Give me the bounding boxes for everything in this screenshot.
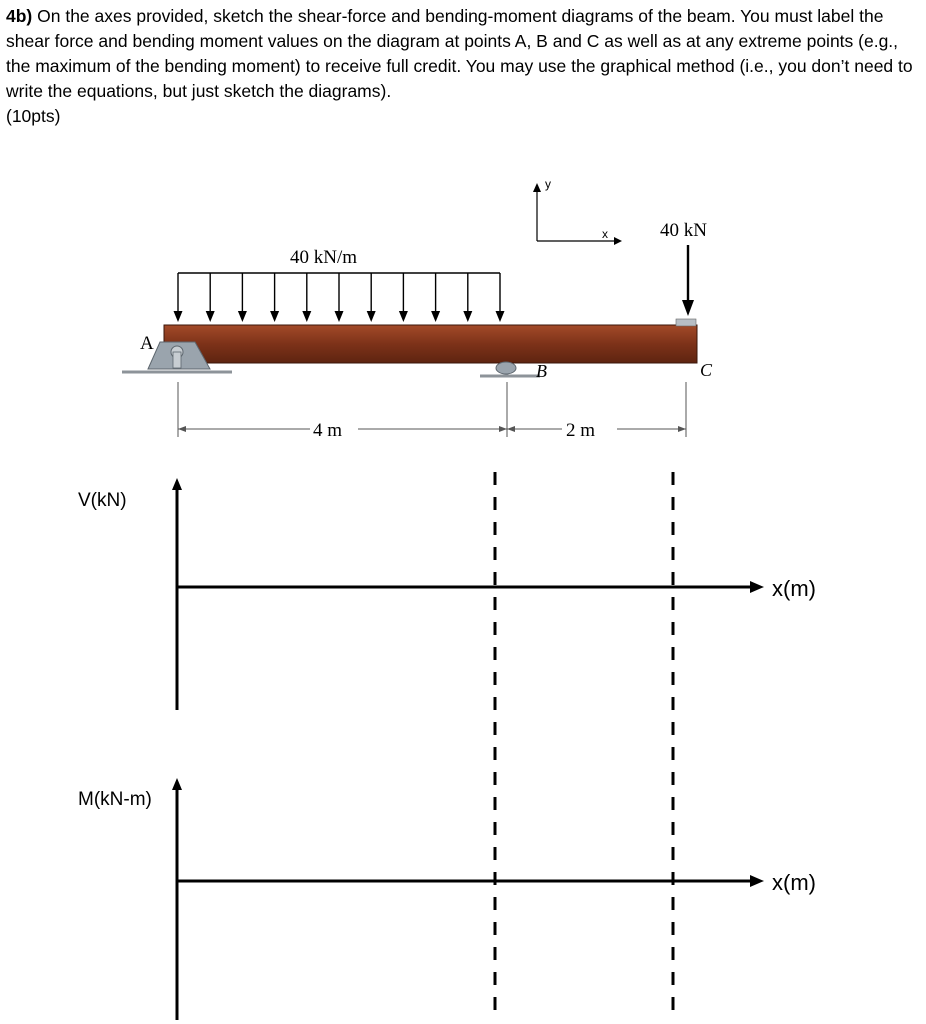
distributed-load <box>174 247 505 322</box>
span-bc-label: 2 m <box>566 420 596 441</box>
label-a: A <box>140 333 154 354</box>
roller-support-b <box>480 361 547 381</box>
load-plate <box>676 319 696 326</box>
label-c: C <box>700 360 713 380</box>
load-arrow-head <box>270 311 279 322</box>
coordinate-axes <box>533 177 622 245</box>
shear-axes <box>78 478 816 710</box>
load-arrow-head <box>174 311 183 322</box>
y-axis-label: y <box>545 177 551 191</box>
x-axis-label: x <box>602 227 608 241</box>
load-arrow-head <box>463 311 472 322</box>
span-ab-label: 4 m <box>313 420 343 441</box>
load-arrow-head <box>367 311 376 322</box>
problem-text: On the axes provided, sketch the shear-force and bending-moment diagrams of the beam. You must label the shear force and bending moment values on the diagram at points A, B and C as well as at any extreme points (e.g., the maximum of the bending moment) to receive full credit. You may use the graphical method (i.e., you don’t need to write the equations, but just sketch the diagrams). <box>6 6 913 101</box>
load-arrow-head <box>496 311 505 322</box>
load-arrow-head <box>206 311 215 322</box>
moment-ylabel: M(kN-m) <box>78 789 152 810</box>
shear-xlabel: x(m) <box>772 576 816 601</box>
point-load-label: 40 kN <box>660 220 707 241</box>
beam <box>164 325 697 363</box>
moment-xlabel: x(m) <box>772 870 816 895</box>
problem-points: (10pts) <box>6 106 61 126</box>
load-arrow-head <box>399 311 408 322</box>
load-arrow-head <box>302 311 311 322</box>
load-arrow-head <box>431 311 440 322</box>
load-arrow-head <box>238 311 247 322</box>
load-arrow-head <box>335 311 344 322</box>
distributed-load-label: 40 kN/m <box>290 247 358 268</box>
distributed-load-arrows <box>174 273 505 322</box>
shear-ylabel: V(kN) <box>78 490 127 511</box>
moment-axes <box>78 778 816 1020</box>
point-load <box>660 220 707 316</box>
label-b: B <box>536 361 547 381</box>
problem-number: 4b) <box>6 6 33 26</box>
dimension-lines <box>178 382 686 441</box>
